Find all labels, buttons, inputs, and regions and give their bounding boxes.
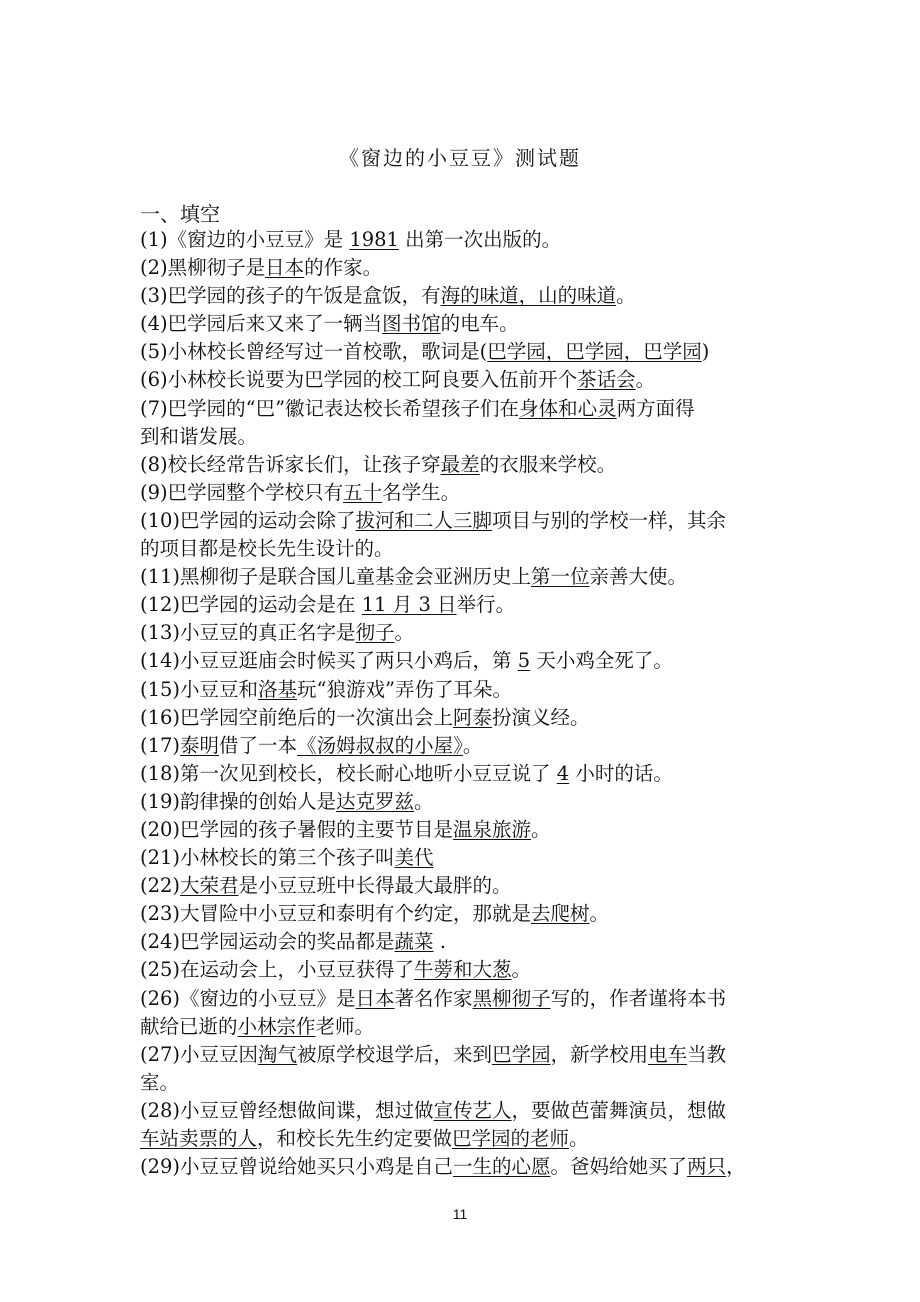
answer-text: 最差 [440,452,480,476]
question-text: (17) [140,733,181,757]
question-text: ，要做芭蕾舞演员，想做 [511,1098,727,1122]
answer-text: 温泉旅游 [453,817,532,841]
question-text: (2)黑柳彻子是 [140,256,266,280]
question-text: 两方面得 [616,396,695,420]
question-text: (12)巴学园的运动会是在 [140,593,362,617]
question-line [140,732,790,760]
question-text: 天小鸡全死了。 [530,649,673,673]
question-line [140,1125,790,1153]
question-text: (28)小豆豆曾经想做间谍，想过做 [140,1098,434,1122]
question-line [140,226,790,254]
question-text: 扮演义经。 [492,705,590,729]
question-line [140,451,790,479]
answer-text: 五十 [343,480,383,504]
question-text: 项目与别的学校一样，其余 [492,508,727,532]
question-text: 。 [531,817,551,841]
question-text: (3)巴学园的孩子的午饭是盒饭，有 [140,284,441,308]
answer-text: 两只 [687,1155,727,1179]
question-text: (6)小林校长说要为巴学园的校工阿良要入伍前开个 [140,368,578,392]
question-line [140,507,790,535]
answer-text: 日本 [265,256,305,280]
question-line [140,619,790,647]
question-text: 玩“狼游戏”弄伤了耳朵。 [297,677,512,701]
question-text: (18)第一次见到校长，校长耐心地听小豆豆说了 [140,761,557,785]
question-text: 小时的话。 [569,761,673,785]
answer-text: 去爬树 [531,902,590,926]
question-text: 。爸妈给她买了 [550,1155,688,1179]
answer-text: 宣传艺人 [433,1098,512,1122]
question-text: 。 [462,733,483,757]
question-line [140,1041,790,1069]
answer-text: 淘气 [258,1042,298,1066]
question-line [140,1097,790,1125]
answer-text: 巴学园的老师 [452,1127,570,1150]
question-line [140,395,790,423]
question-line [140,900,790,928]
answer-text: 图书馆 [382,312,441,336]
question-text: ，新学校用 [550,1042,649,1066]
question-line [140,985,790,1013]
answer-text: 身体和心灵 [519,396,617,420]
question-text: (13)小豆豆的真正名字是 [140,621,356,645]
question-line [140,676,790,704]
answer-text: 一生的心愿 [453,1155,551,1179]
question-text: 室。 [140,1070,180,1094]
question-text: 老师。 [315,1014,375,1038]
question-line [140,844,790,872]
question-text: 。 [569,1127,589,1150]
answer-text: 5 [517,649,531,673]
question-line [140,591,790,619]
question-text: (16)巴学园空前绝后的一次演出会上 [140,705,454,729]
question-line [140,788,790,816]
question-line [140,1153,790,1181]
question-text: 出第一次出版的。 [398,228,562,251]
answer-text: 美代 [394,846,434,870]
question-text: 的电车。 [440,312,519,336]
question-text: 著名作家 [394,986,473,1010]
question-line [140,704,790,732]
question-text: (11)黑柳彻子是联合国儿童基金会亚洲历史上 [140,565,532,589]
question-text: (10)巴学园的运动会除了 [140,508,356,532]
question-text: 的项目都是校长先生设计的。 [140,537,394,561]
answer-text: 彻子 [355,621,395,645]
question-text: (21)小林校长的第三个孩子叫 [140,846,395,870]
answer-text: 阿泰 [453,705,493,729]
answer-text: 日本 [355,986,395,1010]
answer-text: 巴学园 [492,1042,551,1066]
question-text: (24)巴学园运动会的奖品都是 [140,930,395,954]
answer-text: 海的味道，山的味道 [440,284,617,308]
question-text: 写的，作者谨将本书 [550,986,727,1010]
question-text: 。 [394,621,415,645]
question-text: ， [726,1155,746,1179]
question-text: 。 [414,789,434,813]
question-text: 。 [635,368,656,392]
question-line [140,816,790,844]
question-text: (1)《窗边的小豆豆》是 [140,228,350,251]
question-text: 名学生。 [382,480,461,504]
question-text: . [433,930,446,954]
question-text: (8)校长经常告诉家长们，让孩子穿 [140,452,441,476]
question-text: 。 [589,902,610,926]
question-line [140,563,790,591]
answer-text: 《汤姆叔叔的小屋》 [297,733,463,757]
answer-text: 蔬菜 [394,930,434,954]
question-text: (29)小豆豆曾说给她买只小鸡是自己 [140,1155,454,1179]
question-text: 当教 [687,1042,727,1066]
question-text: (20)巴学园的孩子暑假的主要节目是 [140,817,454,841]
question-line [140,310,790,338]
question-text: 亲善大使。 [589,565,688,589]
answer-text: 洛基 [258,677,298,701]
answer-text: 第一位 [531,565,590,589]
question-text: (5)小林校长曾经写过一首校歌，歌词是( [140,340,488,364]
section-heading: 一、填空 [140,202,220,226]
question-text: (14)小豆豆逛庙会时候买了两只小鸡后，第 [140,649,518,673]
question-text: 的衣服来学校。 [479,452,617,476]
fill-in-list [140,226,790,1181]
question-text: 被原学校退学后，来到 [297,1042,493,1066]
answer-text: 巴学园，巴学园，巴学园 [487,340,702,364]
question-line [140,423,790,451]
question-text: (4)巴学园后来又来了一辆当 [140,312,383,336]
question-line [140,479,790,507]
question-line [140,872,790,900]
question-text: 的作家。 [304,256,383,280]
question-text: 举行。 [456,593,516,617]
question-text: (19)韵律操的创始人是 [140,789,337,813]
answer-text: 1981 [349,228,399,251]
page-title: 《窗边的小豆豆》测试题 [339,146,581,170]
question-text: 是小豆豆班中长得最大最胖的。 [238,874,512,898]
answer-text: 电车 [648,1042,688,1066]
question-line [140,1069,790,1097]
question-line [140,1013,790,1041]
question-text: ，和校长先生约定要做 [257,1127,453,1150]
answer-text: 黑柳彻子 [472,986,551,1010]
question-line [140,956,790,984]
answer-text: 4 [556,761,570,785]
question-line [140,928,790,956]
question-line [140,254,790,282]
question-line [140,760,790,788]
question-text: 借了一本 [219,733,298,757]
answer-text: 车站卖票的人 [140,1127,258,1150]
answer-text: 牛蒡和大葱 [414,958,512,982]
question-text: 。 [616,284,636,308]
answer-text: 达克罗兹 [336,789,415,813]
question-text: (25)在运动会上，小豆豆获得了 [140,958,415,982]
question-text: (9)巴学园整个学校只有 [140,480,344,504]
answer-text: 小林宗作 [237,1014,316,1038]
question-text: (23)大冒险中小豆豆和泰明有个约定，那就是 [140,902,532,926]
page-number: 11 [452,1206,468,1222]
question-text: (7)巴学园的“巴”徽记表达校长希望孩子们在 [140,396,520,420]
question-text: (22) [140,874,181,898]
question-line [140,366,790,394]
question-line [140,535,790,563]
answer-text: 大荣君 [180,874,239,898]
answer-text: 泰明 [180,733,220,757]
question-text: (15)小豆豆和 [140,677,259,701]
question-text: ) [701,340,710,364]
answer-text: 拔河和二人三脚 [355,508,493,532]
question-text: (26)《窗边的小豆豆》是 [140,986,356,1010]
question-text: 献给已逝的 [140,1014,238,1038]
question-text: 。 [511,958,532,982]
question-text: 到和谐发展。 [140,424,258,448]
question-line [140,338,790,366]
answer-text: 11 月 3 日 [361,593,457,617]
answer-text: 茶话会 [577,368,636,392]
question-line [140,282,790,310]
question-line [140,647,790,675]
question-text: (27)小豆豆因 [140,1042,259,1066]
